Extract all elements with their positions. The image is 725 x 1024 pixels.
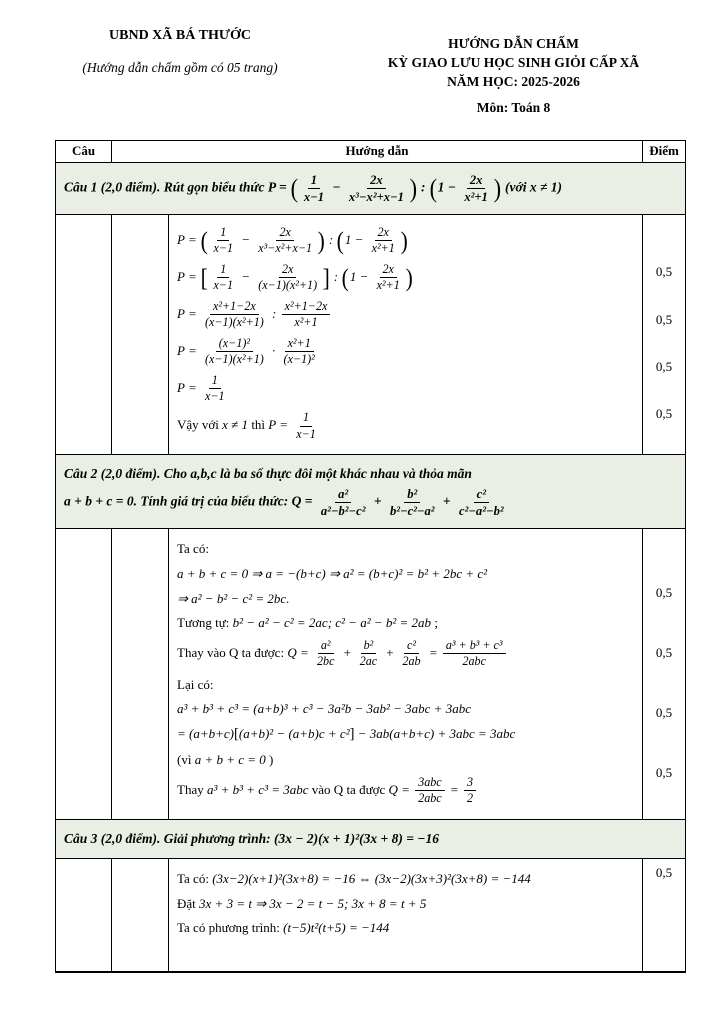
- points-column-cau2: [642, 529, 685, 819]
- solution-steps-cau2: [168, 529, 642, 819]
- section-title-cau2: [56, 455, 685, 529]
- header-left-block: [55, 26, 305, 76]
- math-line: Lại có:: [177, 676, 214, 692]
- math-line: P = ( $\frac{1}{x-1}$ − $\frac{2x}{\text{x³−x²+x−1}}$ ) : (1 − $\frac{2x}{\text{x²+1}}$ ): [177, 224, 408, 256]
- org-note: (Hướng dẫn chấm gồm có 05 trang): [82, 60, 278, 75]
- math-line: Ta có phương trình: (t−5)t²(t+5) = −144: [177, 920, 390, 936]
- math-line: a + b + c = 0. Tính giá trị của biểu thức: Q = $\frac{\text{a²}}{\text{a²−b²−c²}}$ + $\frac{\text{b²}}{\text{b²−c²−a²}}$ + $\frac{\text{c²}}{\text{c²−a²−b²}}$: [64, 487, 504, 519]
- school-year: NĂM HỌC: 2025-2026: [447, 73, 580, 89]
- score-value: 0,5: [655, 359, 673, 375]
- math-line: = (a+b+c)[(a+b)² − (a+b)c + c²] − 3ab(a+b+c) + 3abc = 3abc: [177, 725, 516, 742]
- column-header-huongdan: Hướng dẫn: [111, 141, 642, 163]
- points-column-cau3: [642, 859, 685, 971]
- math-line: P = $\frac{\text{x²+1−2x}}{\text{(x−1)(x²+1)}}$ : $\frac{\text{x²+1−2x}}{\text{x²+1}}$: [177, 300, 636, 330]
- column-header-diem: Điểm: [642, 141, 685, 163]
- column-header-cau: Câu: [56, 141, 111, 163]
- gap-cell: [111, 859, 168, 971]
- math-line: Ta có: (3x−2)(x+1)²(3x+8) = −16 ⇔ (3x−2)(3x+3)²(3x+8) = −144: [177, 871, 531, 887]
- math-line: a³ + b³ + c³ = (a+b)³ + c³ − 3a²b − 3ab² − 3abc + 3abc: [177, 701, 471, 717]
- cau-cell-empty: [56, 859, 111, 971]
- math-line: Ta có:: [177, 541, 209, 557]
- solution-row-cau3: [56, 859, 685, 972]
- score-value: 0,5: [655, 705, 673, 721]
- score-value: 0,5: [655, 264, 673, 280]
- solution-steps-cau3: [168, 859, 642, 971]
- math-line: (vì a + b + c = 0 ): [177, 752, 274, 768]
- math-line: P = $\frac{1}{x-1}$: [177, 372, 225, 404]
- table-header-row: [56, 141, 685, 163]
- math-line: a + b + c = 0 ⇒ a = −(b+c) ⇒ a² = (b+c)² = b² + 2bc + c²: [177, 565, 488, 581]
- subject-label: Môn: Toán 8: [476, 99, 551, 115]
- math-line: Câu 2 (2,0 điểm). Cho a,b,c là ba số thực đôi một khác nhau và thỏa mãn: [64, 466, 472, 482]
- math-line: Thay vào Q ta được: Q = $\frac{\text{a²}}{2bc}$ + $\frac{\text{b²}}{2ac}$ + $\frac{\text{c²}}{2ab}$ = $\frac{\text{a³ + b³ + c³}}{\text{2abc}}$: [177, 639, 636, 669]
- doc-title: HƯỚNG DẪN CHẤM: [448, 36, 579, 51]
- score-value: 0,5: [655, 865, 673, 881]
- score-value: 0,5: [655, 311, 673, 327]
- math-line: Đặt 3x + 3 = t ⇒ 3x − 2 = t − 5; 3x + 8 = t + 5: [177, 895, 427, 911]
- score-value: 0,5: [655, 406, 673, 422]
- score-value: 0,5: [655, 585, 673, 601]
- cau-cell-empty: [56, 215, 111, 454]
- section-title-cau1: [56, 163, 685, 215]
- issuing-org: UBND XÃ BÁ THƯỚC: [109, 28, 251, 43]
- solution-row-cau2: [56, 529, 685, 820]
- header-right-block: [341, 26, 686, 118]
- gap-cell: [111, 529, 168, 819]
- score-value: 0,5: [655, 645, 673, 661]
- score-value: 0,5: [655, 765, 673, 781]
- doc-subtitle: KỲ GIAO LƯU HỌC SINH GIỎI CẤP XÃ: [387, 54, 640, 70]
- math-line: P = $\frac{\text{(x−1)²}}{\text{(x−1)(x²+1)}}$ · $\frac{\text{x²+1}}{\text{(x−1)²}}$: [177, 335, 315, 367]
- solution-row-cau1: [56, 215, 685, 455]
- grading-table: [55, 140, 686, 974]
- section-title-cau3: [56, 820, 685, 859]
- math-line: P = [ $\frac{1}{x-1}$ − $\frac{2x}{\text{(x−1)(x²+1)}}$ ] : (1 − $\frac{2x}{\text{x²+1}}$ ): [177, 261, 413, 293]
- solution-steps-cau1: [168, 215, 642, 454]
- document-header: [55, 26, 686, 118]
- math-line: Tương tự: b² − a² − c² = 2ac; c² − a² − b² = 2ab ;: [177, 615, 438, 631]
- math-line: Thay a³ + b³ + c³ = 3abc vào Q ta được Q = $\frac{\text{3abc}}{\text{2abc}}$ = $\frac{3}{2}$: [177, 776, 636, 806]
- math-line: ⇒ a² − b² − c² = 2bc.: [177, 590, 290, 606]
- points-column-cau1: [642, 215, 685, 454]
- cau-cell-empty: [56, 529, 111, 819]
- math-line: Câu 1 (2,0 điểm). Rút gọn biểu thức P = ( $\frac{1}{x-1}$ − $\frac{2x}{\text{x³−x²+x−1}}$ ) : (1 − $\frac{2x}{\text{x²+1}}$ ) (với x ≠ 1): [64, 172, 562, 204]
- math-line: Vậy với x ≠ 1 thì P = $\frac{1}{x-1}$: [177, 410, 316, 441]
- gap-cell: [111, 215, 168, 454]
- math-line: Câu 3 (2,0 điểm). Giải phương trình: (3x − 2)(x + 1)²(3x + 8) = −16: [64, 831, 439, 847]
